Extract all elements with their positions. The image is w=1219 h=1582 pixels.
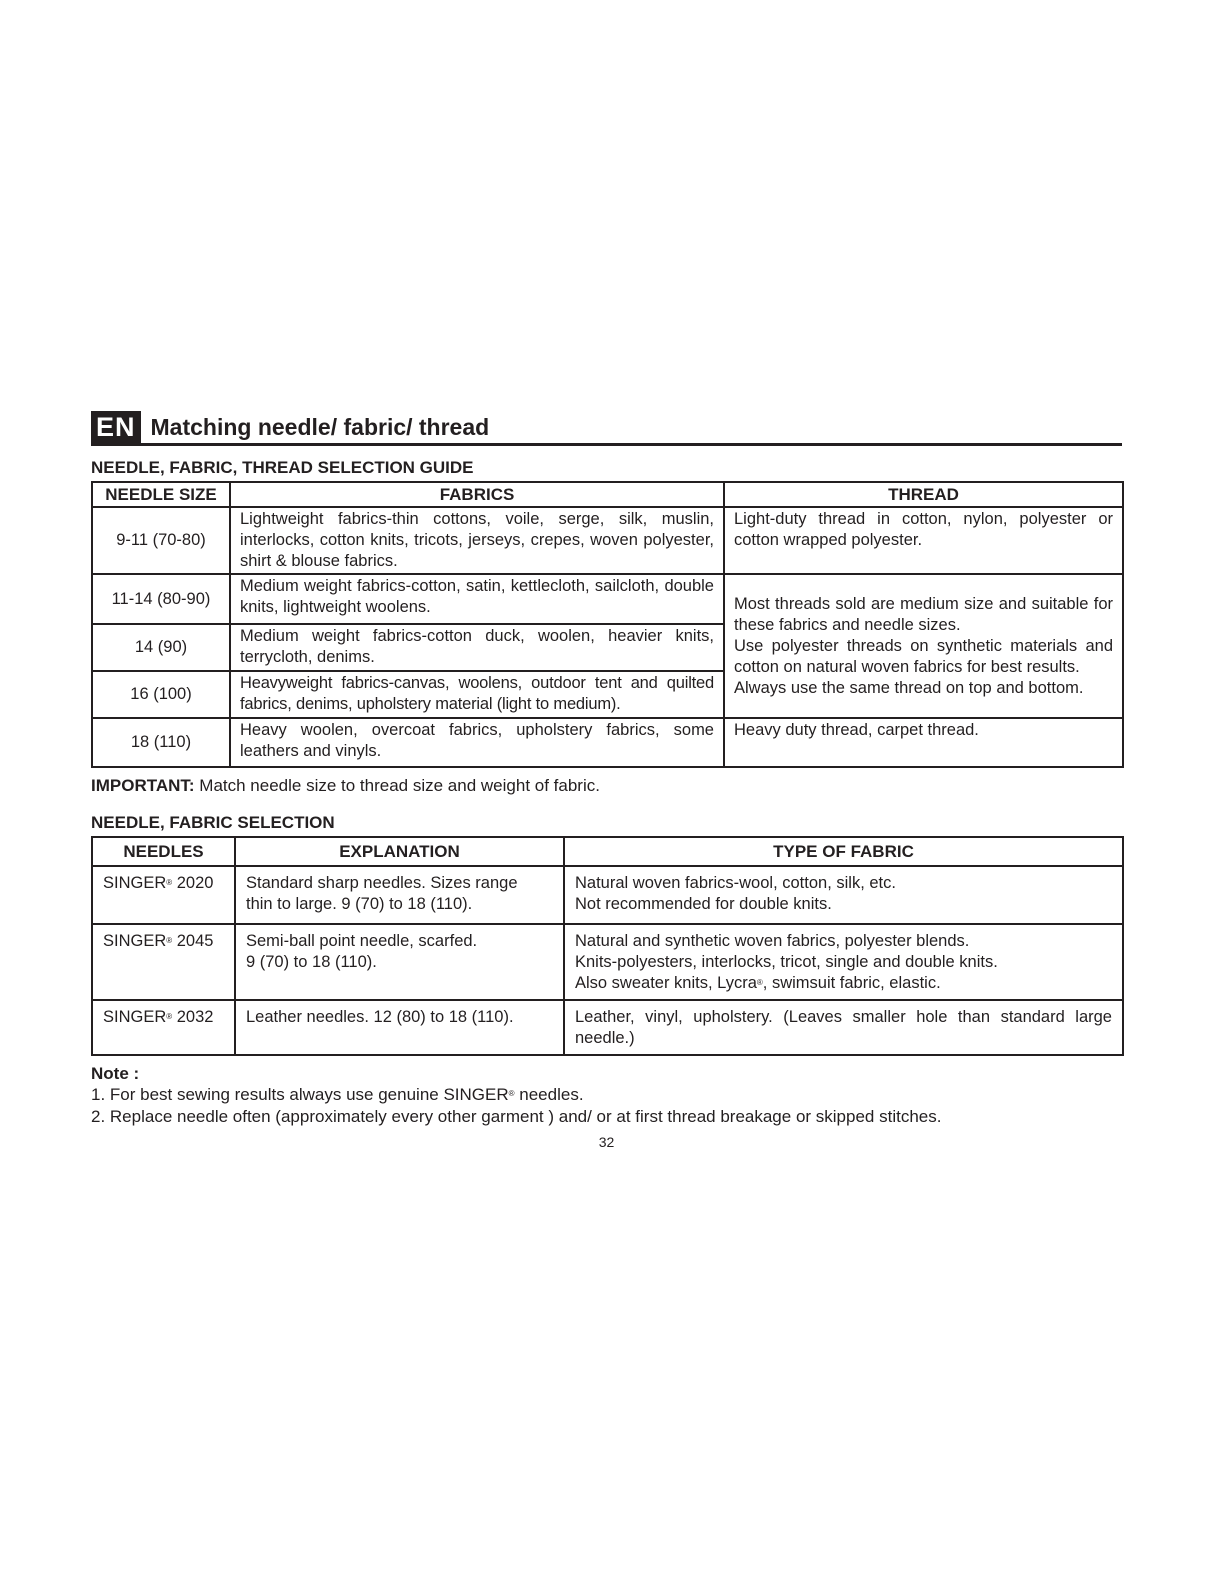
fabric-text: Also sweater knits, Lycra: [575, 974, 757, 992]
table-header-row: [92, 482, 1123, 507]
explanation-cell: [235, 1000, 564, 1055]
fabrics-cell: Medium weight fabrics-cotton duck, woolen, heavier knits, terrycloth, denims.: [230, 624, 724, 671]
fabric-type-cell: [564, 866, 1123, 924]
needle-size-cell: 14 (90): [92, 624, 230, 671]
registered-mark: ®: [166, 936, 173, 945]
fabric-line: Natural and synthetic woven fabrics, polyester blends.: [575, 932, 970, 950]
selection-heading: NEEDLE, FABRIC SELECTION: [91, 813, 335, 832]
registered-mark: ®: [508, 1089, 515, 1098]
table-row: [92, 507, 1123, 574]
needle-size-cell: 9-11 (70-80): [92, 507, 230, 574]
important-label: IMPORTANT:: [91, 776, 195, 795]
thread-text: Use polyester threads on synthetic materials and cotton on natural woven fabrics for best results.: [734, 636, 1113, 676]
note-text: needles.: [514, 1085, 584, 1104]
explanation-line: Leather needles. 12 (80) to 18 (110).: [246, 1008, 514, 1026]
needle-brand: SINGER: [103, 874, 167, 892]
page-title: Matching needle/ fabric/ thread: [150, 413, 490, 440]
needle-model: 2020: [172, 874, 214, 892]
fabric-type-cell: Leather, vinyl, upholstery. (Leaves smaller hole than standard large needle.): [564, 1000, 1123, 1055]
needle-selection-table: [91, 836, 1124, 1056]
thread-text: Most threads sold are medium size and suitable for these fabrics and needle sizes.: [734, 594, 1113, 634]
registered-mark: ®: [756, 978, 763, 987]
fabrics-cell: Medium weight fabrics-cotton, satin, kettlecloth, sailcloth, double knits, lightweight woolens.: [230, 574, 724, 624]
fabric-line: Natural woven fabrics-wool, cotton, silk, etc.: [575, 874, 896, 892]
needle-brand: SINGER: [103, 1008, 167, 1026]
fabric-line: Knits-polyesters, interlocks, tricot, single and double knits.: [575, 953, 998, 971]
needle-model: 2032: [172, 1008, 214, 1026]
needle-cell: [92, 1000, 235, 1055]
table-row: [92, 1000, 1123, 1055]
important-text: Match needle size to thread size and weight of fabric.: [194, 776, 600, 795]
explanation-line: Semi-ball point needle, scarfed.: [246, 932, 478, 950]
table-row: [92, 866, 1123, 924]
table-row: [92, 718, 1123, 767]
needle-model: 2045: [172, 932, 214, 950]
registered-mark: ®: [166, 1012, 173, 1021]
page-number: 32: [598, 1134, 615, 1150]
column-header: EXPLANATION: [235, 837, 564, 866]
explanation-line: Standard sharp needles. Sizes range: [246, 874, 518, 892]
needle-cell: [92, 924, 235, 1000]
fabric-text: , swimsuit fabric, elastic.: [762, 974, 941, 992]
note-text: 1. For best sewing results always use genuine SINGER: [91, 1085, 509, 1104]
needle-cell: [92, 866, 235, 924]
fabric-type-cell: [564, 924, 1123, 1000]
thread-cell: [724, 574, 1123, 718]
fabrics-cell: Heavy woolen, overcoat fabrics, upholstery fabrics, some leathers and vinyls.: [230, 718, 724, 767]
thread-cell: Heavy duty thread, carpet thread.: [724, 718, 1123, 767]
fabric-line: Not recommended for double knits.: [575, 895, 832, 913]
needle-size-cell: 16 (100): [92, 671, 230, 718]
column-header: FABRICS: [230, 482, 724, 507]
fabric-line: [575, 973, 1112, 994]
note-line: [91, 1084, 1122, 1106]
fabrics-cell: Lightweight fabrics-thin cottons, voile, serge, silk, muslin, interlocks, cotton knits, tricots, jerseys, crepes, woven polyester, shirt & blouse fabrics.: [230, 507, 724, 574]
thread-text: Always use the same thread on top and bottom.: [734, 678, 1084, 697]
column-header: NEEDLES: [92, 837, 235, 866]
fabrics-cell: Heavyweight fabrics-canvas, woolens, outdoor tent and quilted fabrics, denims, upholstery material (light to medium).: [230, 671, 724, 718]
page-content: [91, 411, 1122, 1150]
column-header: THREAD: [724, 482, 1123, 507]
registered-mark: ®: [166, 878, 173, 887]
needle-brand: SINGER: [103, 932, 167, 950]
guide-heading: NEEDLE, FABRIC, THREAD SELECTION GUIDE: [91, 458, 474, 477]
explanation-cell: [235, 866, 564, 924]
note-line: 2. Replace needle often (approximately every other garment ) and/ or at first thread breakage or skipped stitches.: [91, 1107, 942, 1126]
table-row: [92, 574, 1123, 624]
note-label: Note :: [91, 1064, 140, 1083]
explanation-line: 9 (70) to 18 (110).: [246, 953, 377, 971]
explanation-line: thin to large. 9 (70) to 18 (110).: [246, 895, 473, 913]
needle-size-cell: 11-14 (80-90): [92, 574, 230, 624]
column-header: NEEDLE SIZE: [92, 482, 230, 507]
thread-cell: Light-duty thread in cotton, nylon, polyester or cotton wrapped polyester.: [724, 507, 1123, 574]
selection-guide-table: [91, 481, 1124, 768]
table-header-row: [92, 837, 1123, 866]
explanation-cell: [235, 924, 564, 1000]
column-header: TYPE OF FABRIC: [564, 837, 1123, 866]
language-badge: EN: [91, 411, 141, 443]
table-row: [92, 924, 1123, 1000]
section-title-row: [91, 411, 1122, 446]
important-note: [91, 776, 1122, 796]
needle-size-cell: 18 (110): [92, 718, 230, 767]
